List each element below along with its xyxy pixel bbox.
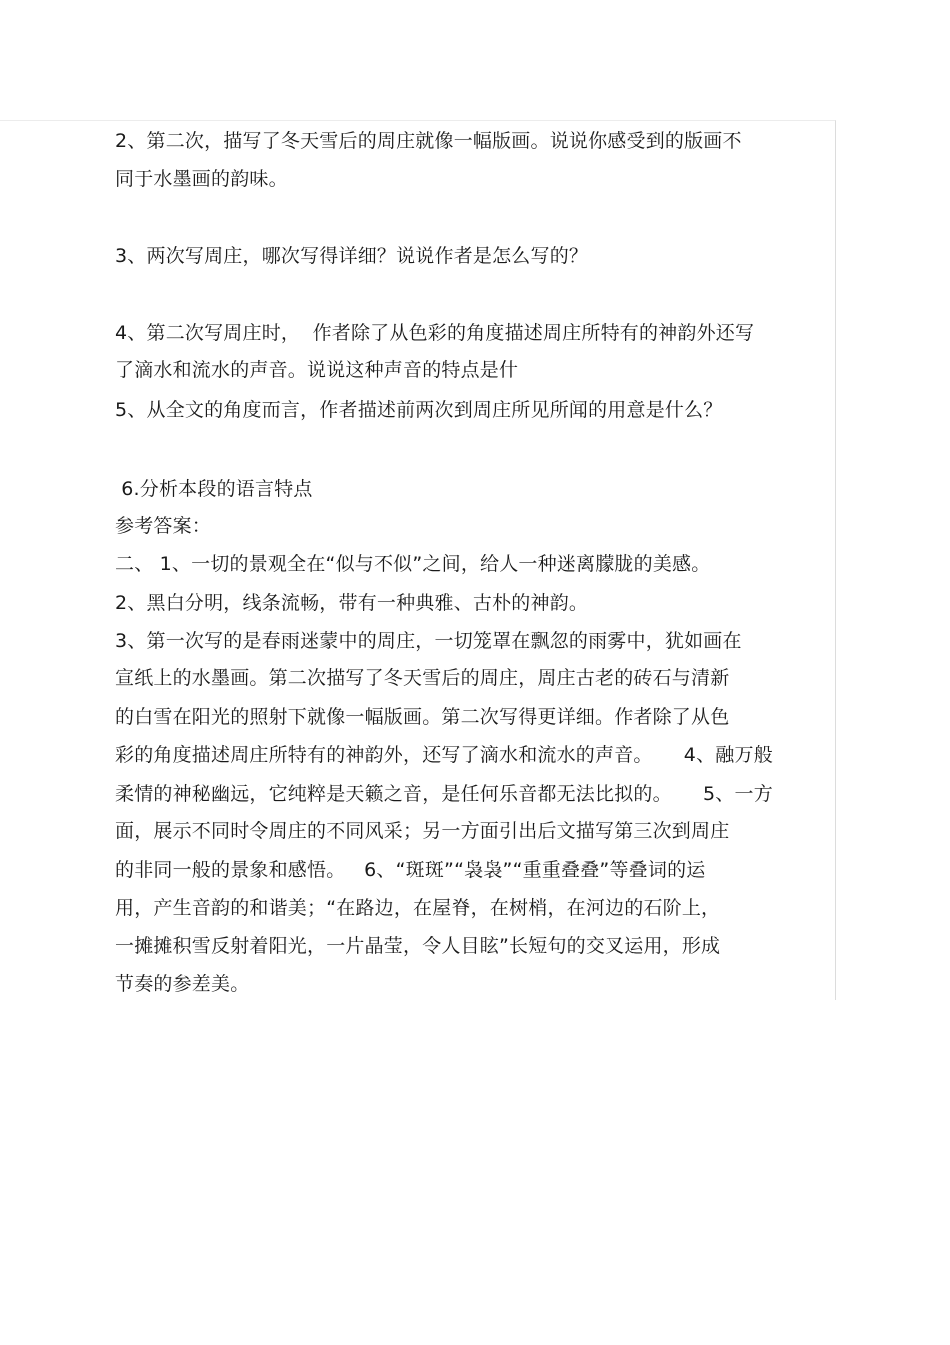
answer-line: 的非同一般的景象和感悟。 6、“斑斑”“袅袅”“重重叠叠”等叠词的运 [115, 859, 706, 881]
answer-line: 柔情的神秘幽远，它纯粹是天籁之音，是任何乐音都无法比拟的。 5、一方 [115, 783, 773, 805]
answer-line: 3、第一次写的是春雨迷蒙中的周庄，一切笼罩在飘忽的雨雾中，犹如画在 [115, 630, 742, 652]
answer-line: 2、黑白分明，线条流畅，带有一种典雅、古朴的神韵。 [115, 592, 589, 614]
answer-line: 宣纸上的水墨画。第二次描写了冬天雪后的周庄，周庄古老的砖石与清新 [115, 667, 730, 689]
answer-heading: 参考答案： [115, 515, 212, 537]
answer-line: 彩的角度描述周庄所特有的神韵外，还写了滴水和流水的声音。 4、融万般 [115, 744, 773, 766]
question-5: 5、从全文的角度而言，作者描述前两次到周庄所见所闻的用意是什么？ [115, 399, 723, 421]
question-3: 3、两次写周庄，哪次写得详细？说说作者是怎么写的？ [115, 245, 589, 267]
question-4-line-2: 了滴水和流水的声音。说说这种声音的特点是什 [115, 359, 519, 381]
answer-line: 二、 1、一切的景观全在“似与不似”之间，给人一种迷离朦胧的美感。 [115, 553, 711, 575]
question-6: 6.分析本段的语言特点 [115, 478, 313, 500]
question-2-line-2: 同于水墨画的韵味。 [115, 168, 288, 190]
answer-line: 的白雪在阳光的照射下就像一幅版画。第二次写得更详细。作者除了从色 [115, 706, 730, 728]
answer-line: 面，展示不同时令周庄的不同风采；另一方面引出后文描写第三次到周庄 [115, 820, 730, 842]
answer-line: 节奏的参差美。 [115, 973, 250, 995]
answer-line: 用，产生音韵的和谐美；“在路边，在屋脊，在树梢，在河边的石阶上， [115, 897, 721, 919]
answer-line: 一摊摊积雪反射着阳光，一片晶莹，令人目眩”长短句的交叉运用，形成 [115, 935, 721, 957]
question-4-line-1: 4、第二次写周庄时， 作者除了从色彩的角度描述周庄所特有的神韵外还写 [115, 322, 755, 344]
question-2-line-1: 2、第二次，描写了冬天雪后的周庄就像一幅版画。说说你感受到的版画不 [115, 130, 742, 152]
